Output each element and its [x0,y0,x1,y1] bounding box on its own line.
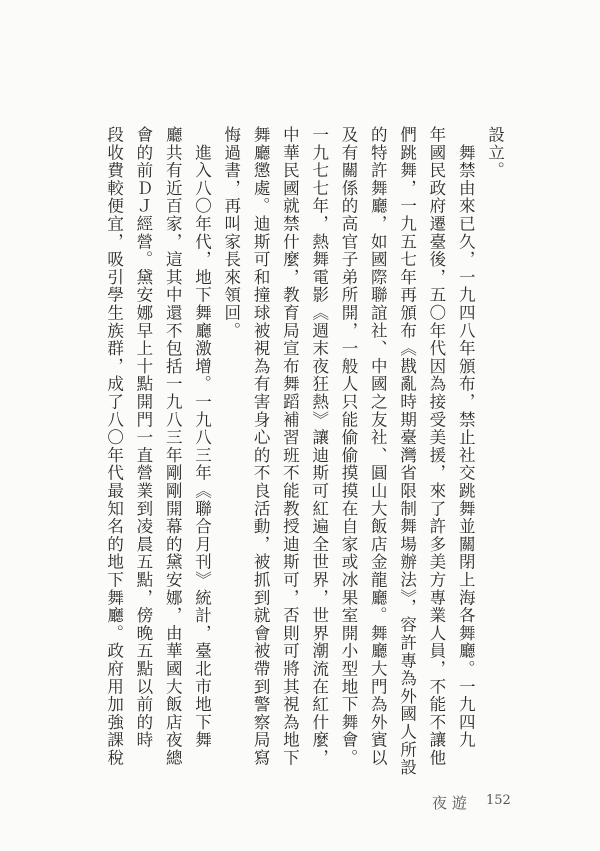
text-column: 一九七七年，熱舞電影《週末夜狂熱》讓迪斯可紅遍全世界，世界潮流在紅什麼， [309,126,329,767]
text-column: 舞廳懲處。迪斯可和撞球被視為有害身心的不良活動，被抓到就會被帶到警察局寫 [251,126,271,767]
text-column: 舞禁由來已久，一九四八年頒布，禁止社交跳舞並關閉上海各舞廳。一九四九 [456,126,476,749]
text-column: 及有關係的高官子弟所開，一般人只能偷偷摸摸在自家或冰果室開小型地下舞會。 [339,126,358,767]
page-number: 152 [486,793,511,808]
text-column: 設立。 [485,126,505,180]
text-column: 的特許舞廳，如國際聯誼社、中國之友社、圓山大飯店金龍廳。舞廳大門為外賓以 [368,126,388,767]
text-column: 廳共有近百家，這其中還不包括一九八三年剛剛開幕的黛安娜，由華國大飯店夜總 [163,126,183,767]
text-column: 會的前ＤＪ經營。黛安娜早上十點開門一直營業到凌晨五點，傍晚五點以前的時 [133,126,153,749]
running-title: 夜遊 [432,794,473,812]
text-column: 段收費較便宜，吸引學生族群，成了八〇年代最知名的地下舞廳。政府用加強課稅 [104,126,124,767]
text-column: 悔過書，再叫家長來領回。 [221,126,241,340]
text-column: 中華民國就禁什麼，教育局宣布舞蹈補習班不能教授迪斯可，否則可將其視為地下 [280,126,300,767]
text-column: 進入八〇年代，地下舞廳激增。一九八三年《聯合月刊》統計，臺北市地下舞 [192,126,212,749]
text-column: 們跳舞，一九五七年再頒布《戡亂時期臺灣省限制舞場辦法》，容許專為外國人所設 [397,126,417,777]
text-column: 年國民政府遷臺後，五〇年代因為接受美援，來了許多美方專業人員，不能不讓他 [426,126,446,767]
